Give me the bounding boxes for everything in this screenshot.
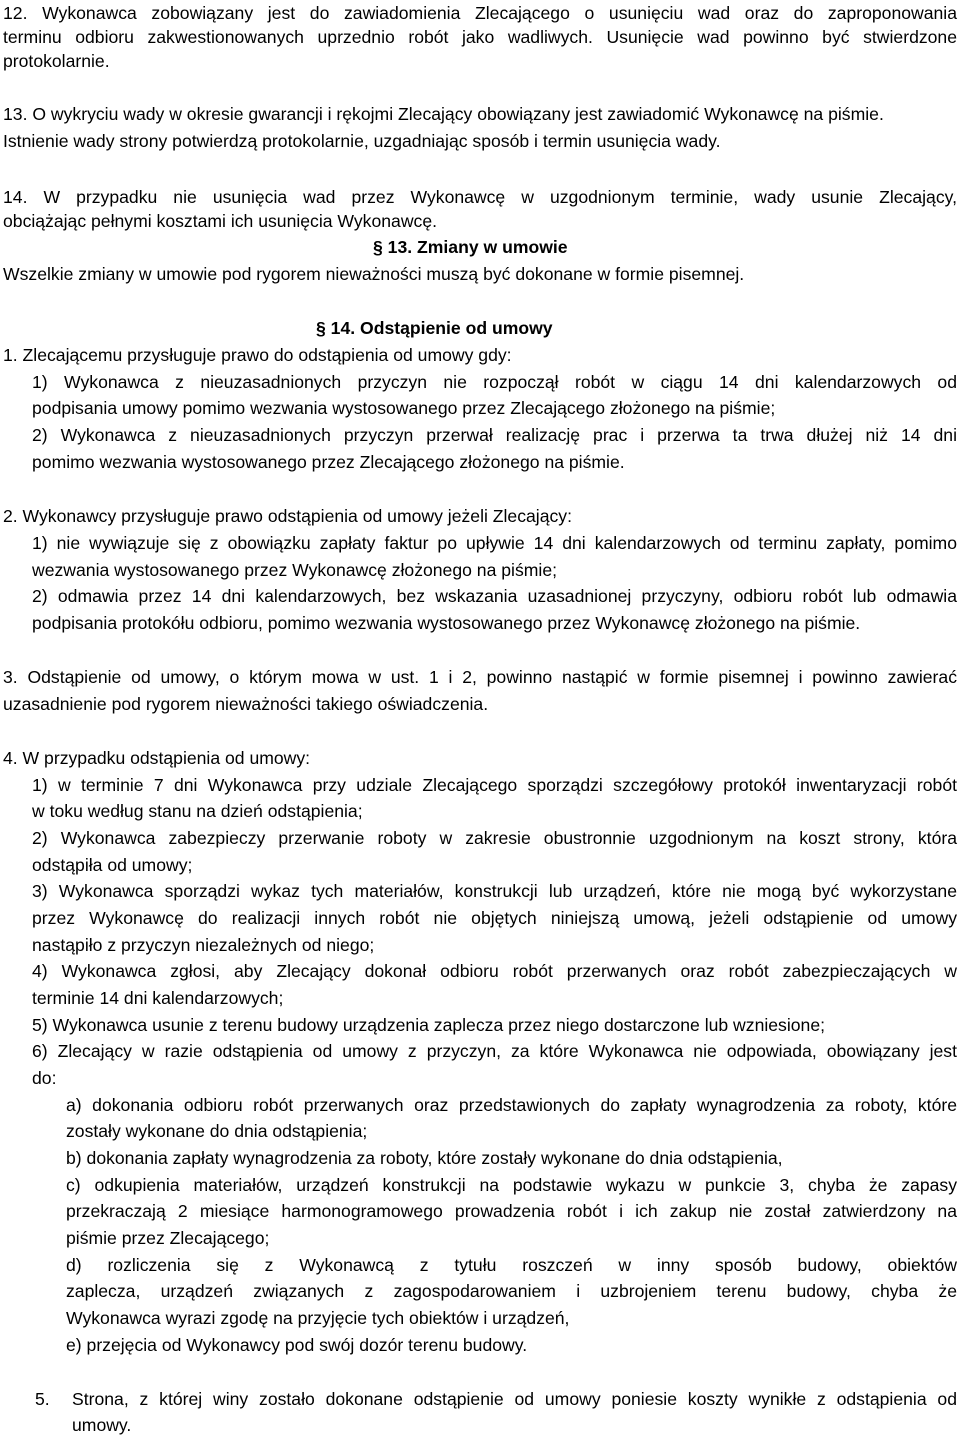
text-line: 1) nie wywiązuje się z obowiązku zapłaty faktur po upływie 14 dni kalendarzowych od terminu zapłaty, pomimo — [32, 533, 957, 553]
text-line: podpisania umowy pomimo wezwania wystosowanego przez Zlecającego złożonego na piśmie; — [32, 398, 776, 418]
text-line: zostały wykonane do dnia odstąpienia; — [66, 1121, 368, 1141]
text-line: 13. O wykryciu wady w okresie gwarancji i rękojmi Zlecający obowiązany jest zawiadomić Wykonawcę na piśmie. — [3, 104, 884, 124]
text-line: nastąpiło z przyczyn niezależnych od niego; — [32, 935, 375, 955]
text-line: a) dokonania odbioru robót przerwanych oraz przedstawionych do zapłaty wynagrodzenia za roboty, które — [66, 1095, 957, 1115]
text-line: 6) Zlecający w razie odstąpienia od umowy z przyczyn, za które Wykonawca nie odpowiada, obowiązany jest — [32, 1041, 957, 1061]
text-line: 4. W przypadku odstąpienia od umowy: — [3, 748, 311, 768]
text-line: przez Wykonawcę do realizacji innych robót nie objętych niniejszą umową, jeżeli odstąpienie od umowy — [32, 908, 957, 928]
text-line: e) przejęcia od Wykonawcy pod swój dozór terenu budowy. — [66, 1335, 528, 1355]
text-line: 5. — [35, 1389, 50, 1409]
text-line: terminie 14 dni kalendarzowych; — [32, 988, 284, 1008]
text-line: Strona, z której winy zostało dokonane odstąpienie od umowy poniesie koszty wynikłe z odstąpienia od — [72, 1389, 957, 1409]
text-line: uzasadnienie pod rygorem nieważności takiego oświadczenia. — [3, 694, 489, 714]
text-line: Istnienie wady strony potwierdzą protokolarnie, uzgadniając sposób i termin usunięcia wady. — [3, 131, 721, 151]
text-line: 5) Wykonawca usunie z terenu budowy urządzenia zaplecza przez niego dostarczone lub wzniesione; — [32, 1015, 825, 1035]
text-line: wezwania wystosowanego przez Wykonawcę złożonego na piśmie; — [32, 560, 557, 580]
text-line: protokolarnie. — [3, 51, 110, 71]
text-line: przekraczają 2 miesiące harmonogramowego prowadzenia robót i ich zakup nie został zatwierdzony na — [66, 1201, 957, 1221]
text-line: 1) w terminie 7 dni Wykonawca przy udziale Zlecającego sporządzi szczegółowy protokół inwentaryzacji robót — [32, 775, 957, 795]
text-line: 14. W przypadku nie usunięcia wad przez Wykonawcę w uzgodnionym terminie, wady usunie Zlecający, — [3, 187, 957, 207]
text-line: 2) odmawia przez 14 dni kalendarzowych, bez wskazania uzasadnionej przyczyny, odbioru robót lub odmawia — [32, 586, 957, 606]
text-line: 4) Wykonawca zgłosi, aby Zlecający dokonał odbioru robót przerwanych oraz robót zabezpieczających w — [32, 961, 957, 981]
text-line: 12. Wykonawca zobowiązany jest do zawiadomienia Zlecającego o usunięciu wad oraz do zaproponowania — [3, 3, 957, 23]
text-line: umowy. — [72, 1415, 132, 1435]
text-line: 2) Wykonawca z nieuzasadnionych przyczyn przerwał realizację prac i przerwa ta trwa dłużej niż 14 dni — [32, 425, 957, 445]
text-line: pomimo wezwania wystosowanego przez Zlecającego złożonego na piśmie. — [32, 452, 625, 472]
text-line: 1) Wykonawca z nieuzasadnionych przyczyn nie rozpoczął robót w ciągu 14 dni kalendarzowych od — [32, 372, 957, 392]
text-line: Wykonawca wyrazi zgodę na przyjęcie tych obiektów i urządzeń, — [66, 1308, 570, 1328]
text-line: 2. Wykonawcy przysługuje prawo odstąpienia od umowy jeżeli Zlecający: — [3, 506, 572, 526]
text-line: obciążając pełnymi kosztami ich usunięcia Wykonawcę. — [3, 211, 438, 231]
text-line: 2) Wykonawca zabezpieczy przerwanie roboty w zakresie obustronnie uzgodnionym na koszt strony, która — [32, 828, 957, 848]
text-line: Wszelkie zmiany w umowie pod rygorem nieważności muszą być dokonane w formie pisemnej. — [3, 264, 745, 284]
text-line: odstąpiła od umowy; — [32, 855, 193, 875]
text-line: 3) Wykonawca sporządzi wykaz tych materiałów, konstrukcji lub urządzeń, które nie mogą być wykorzystane — [32, 881, 957, 901]
text-line: c) odkupienia materiałów, urządzeń konstrukcji na podstawie wykazu w punkcie 3, chyba że zapasy — [66, 1175, 957, 1195]
text-line: 1. Zlecającemu przysługuje prawo do odstąpienia od umowy gdy: — [3, 345, 512, 365]
text-line: b) dokonania zapłaty wynagrodzenia za roboty, które zostały wykonane do dnia odstąpienia, — [66, 1148, 783, 1168]
text-line: § 14. Odstąpienie od umowy — [316, 318, 553, 338]
text-line: d) rozliczenia się z Wykonawcą z tytułu roszczeń w inny sposób budowy, obiektów — [66, 1255, 957, 1275]
text-line: terminu odbioru zakwestionowanych uprzednio robót jako wadliwych. Usunięcie wad powinno być stwierdzone — [3, 27, 957, 47]
text-line: § 13. Zmiany w umowie — [373, 237, 568, 257]
text-line: do: — [32, 1068, 57, 1088]
text-line: zaplecza, urządzeń związanych z zagospodarowaniem i uzbrojeniem terenu budowy, chyba że — [66, 1281, 957, 1301]
text-line: 3. Odstąpienie od umowy, o którym mowa w ust. 1 i 2, powinno nastąpić w formie pisemnej i powinno zawierać — [3, 667, 957, 687]
text-line: podpisania protokółu odbioru, pomimo wezwania wystosowanego przez Wykonawcę złożonego na piśmie. — [32, 613, 861, 633]
text-line: piśmie przez Zlecającego; — [66, 1228, 270, 1248]
text-line: w toku według stanu na dzień odstąpienia; — [32, 801, 363, 821]
